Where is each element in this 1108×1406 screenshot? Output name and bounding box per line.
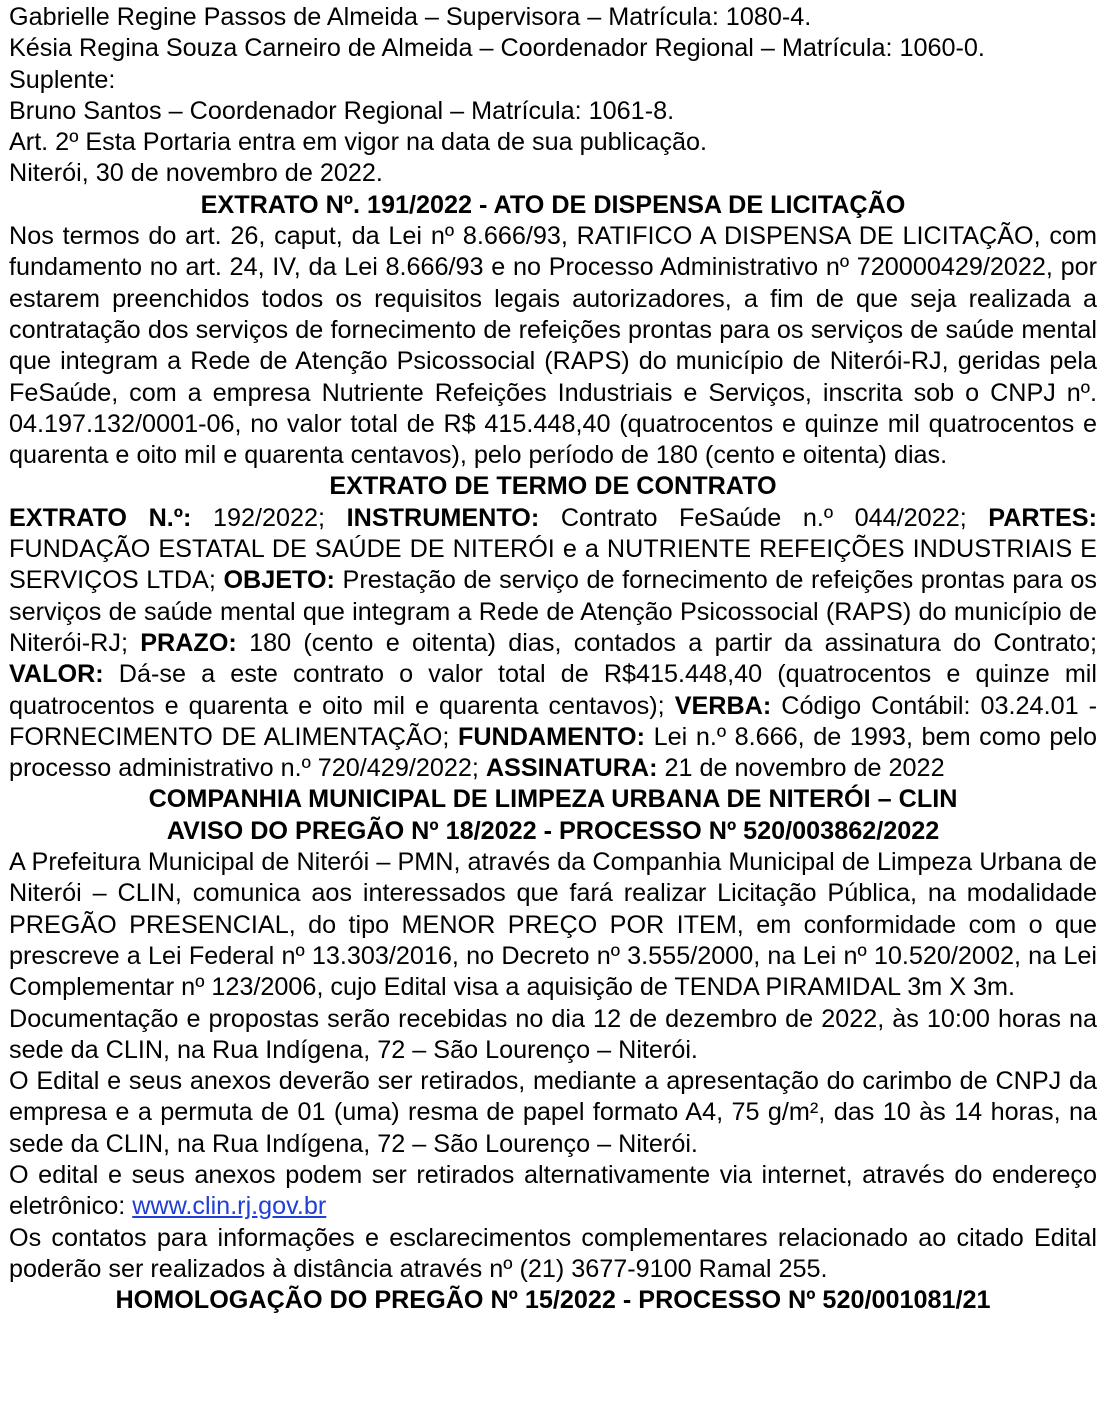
pregao-paragraph: Os contatos para informações e esclarecimentos complementares relacionado ao citado Edital poderão ser realizados à distância através nº (21) 3677-9100 Ramal 255.: [9, 1223, 1097, 1283]
field-value-valor: Dá-se a este contrato o valor total de R$415.448,40 (quatrocentos e quinze mil quatrocentos e quarenta e oito mil e quarenta centavos);: [9, 660, 1097, 720]
extrato-191-heading: EXTRATO Nº. 191/2022 - ATO DE DISPENSA DE LICITAÇÃO: [200, 190, 906, 219]
document-page: [9, 2, 1097, 1316]
field-value-fundamento: Lei n.º 8.666, de 1993, bem como pelo processo administrativo n.º 720/429/2022;: [9, 722, 1097, 783]
clin-heading: COMPANHIA MUNICIPAL DE LIMPEZA URBANA DE NITERÓI – CLIN: [148, 785, 958, 814]
clin-website-link[interactable]: www.clin.rj.gov.br: [132, 1192, 327, 1221]
field-label-prazo: PRAZO:: [140, 628, 237, 657]
article-line: Art. 2º Esta Portaria entra em vigor na data de sua publicação.: [9, 128, 708, 157]
pregao-paragraph: [9, 1160, 1097, 1223]
contrato-body: [9, 503, 1097, 785]
contrato-heading: EXTRATO DE TERMO DE CONTRATO: [329, 472, 777, 501]
signatory-line: Bruno Santos – Coordenador Regional – Matrícula: 1061-8.: [9, 96, 675, 125]
field-label-valor: VALOR:: [9, 660, 104, 689]
pregao-18-heading: AVISO DO PREGÃO Nº 18/2022 - PROCESSO Nº 520/003862/2022: [166, 816, 940, 845]
pregao-paragraph: A Prefeitura Municipal de Niterói – PMN, através da Companhia Municipal de Limpeza Urbana de Niterói – CLIN, comunica aos interessados que fará realizar Licitação Pública, na modalidade PREGÃO PRESENCIAL, do tipo MENOR PREÇO POR ITEM, em conformidade com o que prescreve a Lei Federal nº 13.303/2016, no Decreto nº 3.555/2000, na Lei nº 10.520/2002, na Lei Complementar nº 123/2006, cujo Edital visa a aquisição de TENDA PIRAMIDAL 3m X 3m.: [9, 848, 1097, 1002]
extrato-191-body: Nos termos do art. 26, caput, da Lei nº 8.666/93, RATIFICO A DISPENSA DE LICITAÇÃO, com fundamento no art. 24, IV, da Lei 8.666/93 e no Processo Administrativo nº 720000429/2022, por estarem preenchidos todos os requisitos legais autorizadores, a fim de que seja realizada a contratação dos serviços de fornecimento de refeições prontas para os serviços de saúde mental que integram a Rede de Atenção Psicossocial (RAPS) do município de Niterói-RJ, geridas pela FeSaúde, com a empresa Nutriente Refeições Industriais e Serviços, inscrita sob o CNPJ nº. 04.197.132/0001-06, no valor total de R$ 415.448,40 (quatrocentos e quinze mil quatrocentos e quarenta e oito mil e quarenta centavos), pelo período de 180 (cento e oitenta) dias.: [9, 222, 1097, 470]
field-value-extrato: 192/2022;: [191, 503, 347, 532]
field-label-extrato: EXTRATO N.º:: [9, 503, 192, 532]
field-value-partes: FUNDAÇÃO ESTATAL DE SAÚDE DE NITERÓI e a NUTRIENTE REFEIÇÕES INDUSTRIAIS E SERVIÇOS LTDA;: [9, 535, 1097, 595]
field-value-objeto: Prestação de serviço de fornecimento de refeições prontas para os serviços de saúde mental que integram a Rede de Atenção Psicossocial (RAPS) do município de Niterói-RJ;: [9, 566, 1097, 657]
date-line: Niterói, 30 de novembro de 2022.: [9, 159, 383, 188]
internet-text: O edital e seus anexos podem ser retirados alternativamente via internet, através do endereço eletrônico:: [9, 1160, 1097, 1221]
field-value-prazo: 180 (cento e oitenta) dias, contados a partir da assinatura do Contrato;: [236, 628, 1097, 657]
signatory-line: Késia Regina Souza Carneiro de Almeida – Coordenador Regional – Matrícula: 1060-0.: [9, 34, 985, 63]
field-label-instrumento: INSTRUMENTO:: [346, 503, 540, 532]
field-value-assinatura: 21 de novembro de 2022: [657, 754, 945, 783]
homologacao-heading: HOMOLOGAÇÃO DO PREGÃO Nº 15/2022 - PROCESSO Nº 520/001081/21: [115, 1286, 991, 1315]
pregao-paragraph: O Edital e seus anexos deverão ser retirados, mediante a apresentação do carimbo de CNPJ da empresa e a permuta de 01 (uma) resma de papel formato A4, 75 g/m², das 10 às 14 horas, na sede da CLIN, na Rua Indígena, 72 – São Lourenço – Niterói.: [9, 1067, 1097, 1158]
field-label-assinatura: ASSINATURA:: [485, 754, 658, 783]
pregao-paragraph: Documentação e propostas serão recebidas no dia 12 de dezembro de 2022, às 10:00 horas na sede da CLIN, na Rua Indígena, 72 – São Lourenço – Niterói.: [9, 1004, 1097, 1064]
field-value-instrumento: Contrato FeSaúde n.º 044/2022;: [539, 503, 989, 532]
field-label-fundamento: FUNDAMENTO:: [457, 722, 645, 751]
field-label-verba: VERBA:: [674, 691, 772, 720]
field-label-objeto: OBJETO:: [223, 566, 335, 595]
substitute-label: Suplente:: [9, 65, 116, 94]
signatory-line: Gabrielle Regine Passos de Almeida – Supervisora – Matrícula: 1080-4.: [9, 3, 812, 31]
field-label-partes: PARTES:: [988, 503, 1097, 532]
field-value-verba: Código Contábil: 03.24.01 - FORNECIMENTO DE ALIMENTAÇÃO;: [9, 691, 1097, 751]
